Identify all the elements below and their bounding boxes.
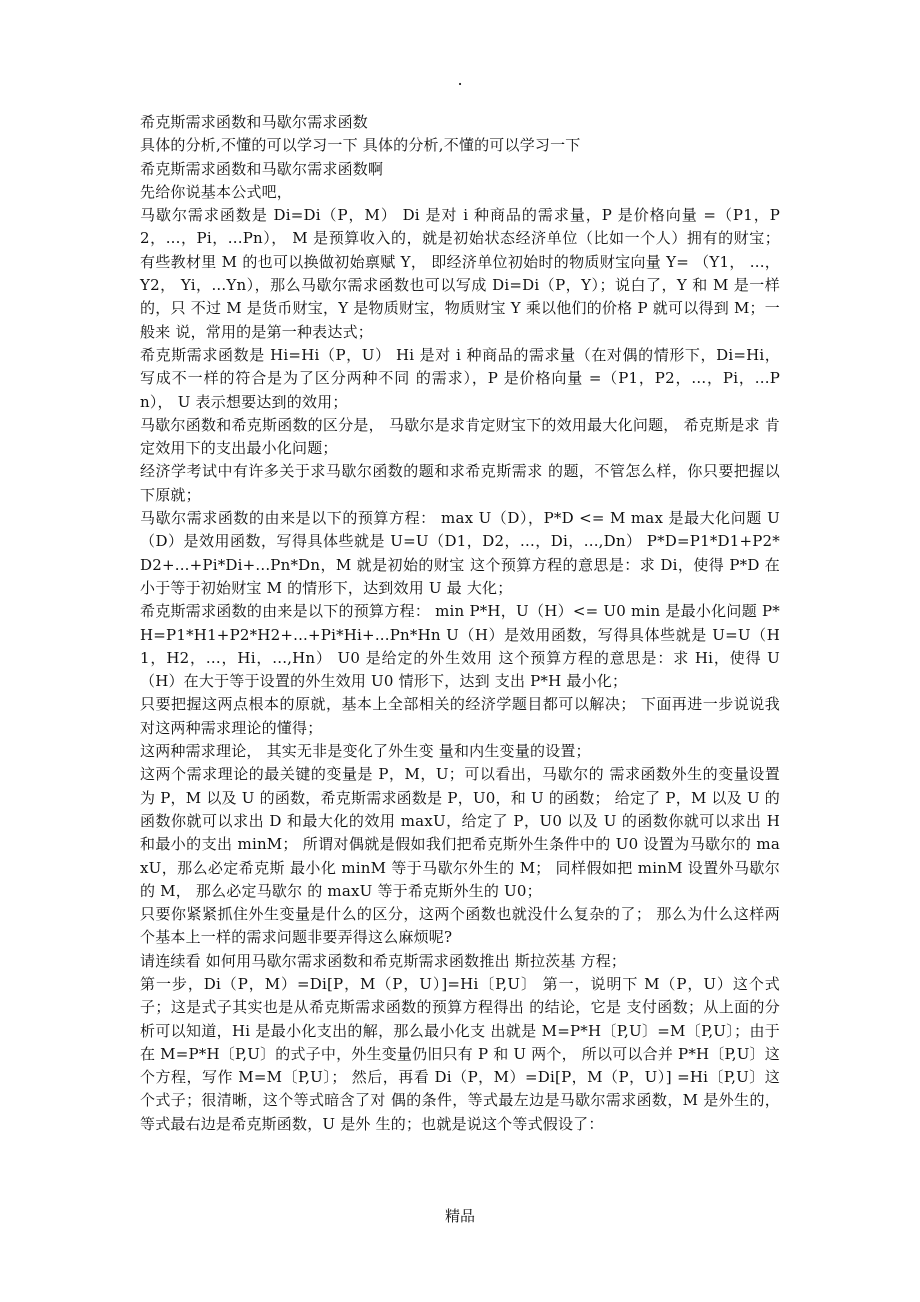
paragraph: 这两个需求理论的最关键的变量是 P，M，U；可以看出，马歇尔的 需求函数外生的变量设置为 P，M 以及 U 的函数，希克斯需求函数是 P，U0，和 U 的函数； 给定了 P，M 以及 U 的函数你就可以求出 D 和最大化的效用 maxU，给定了 P，U0 以及 U 的函数你就可以求出 H 和最小的支出 minM； 所谓对偶就是假如我们把希克斯外生条件中的 U0 设置为马歇尔的 maxU，那么必定希克斯 最小化 minM 等于马歇尔外生的 M； 同样假如把 minM 设置外马歇尔的 M， 那么必定马歇尔 的 maxU 等于希克斯外生的 U0； (140, 765, 780, 900)
paragraph: 希克斯需求函数和马歇尔需求函数啊 (140, 159, 384, 178)
paragraph: 马歇尔需求函数的由来是以下的预算方程： max U（D），P*D <= M max 是最大化问题 U（D）是效用函数，写得具体些就是 U=U（D1，D2，...，Di，...,Dn） P*D=P1*D1+P2*D2+...+Pi*Di+...Pn*Dn，M 就是初始的财宝 这个预算方程的意思是：求 Di，使得 P*D 在小于等于初始财宝 M 的情形下，达到效用 U 最 大化； (140, 509, 780, 597)
paragraph: 第一步，Di（P，M）=Di[P，M（P，U）]=Hi〔P,U〕 第一，说明下 M（P，U）这个式子；这是式子其实也是从希克斯需求函数的预算方程得出 的结论，它是 支付函数；从上面的分析可以知道，Hi 是最小化支出的解，那么最小化支 出就是 M=P*H〔P,U〕=M〔P,U〕；由于在 M=P*H〔P,U〕的式子中，外生变量仍旧只有 P 和 U 两个， 所以可以合并 P*H〔P,U〕这个方程，写作 M=M〔P,U〕； 然后，再看 Di（P，M）=Di[P，M（P，U）] =Hi〔P,U〕这个式子；很清晰，这个等式暗含了对 偶的条件，等式最左边是马歇尔需求函数，M 是外生的，等式最右边是希克斯函数，U 是外 生的；也就是说这个等式假设了： (140, 974, 780, 1133)
paragraph: 具体的分析,不懂的可以学习一下 具体的分析,不懂的可以学习一下 (140, 136, 581, 155)
page-header-mark: . (457, 70, 463, 89)
paragraph: 马歇尔函数和希克斯函数的区分是， 马歇尔是求肯定财宝下的效用最大化问题， 希克斯是求 肯定效用下的支出最小化问题； (140, 415, 780, 458)
paragraph: 经济学考试中有许多关于求马歇尔函数的题和求希克斯需求 的题，不管怎么样，你只要把握以下原就； (140, 462, 780, 504)
paragraph: 这两种需求理论， 其实无非是变化了外生变 量和内生变量的设置； (140, 742, 591, 761)
paragraph: 希克斯需求函数是 Hi=Hi（P，U） Hi 是对 i 种商品的需求量（在对偶的情形下，Di=Hi，写成不一样的符合是为了区分两种不同 的需求），P 是价格向量 =（P1，P2，...，Pi，...Pn）， U 表示想要达到的效用； (140, 345, 780, 411)
paragraph: 请连续看 如何用马歇尔需求函数和希克斯需求函数推出 斯拉茨基 方程； (140, 951, 627, 970)
paragraph: 先给你说基本公式吧， (140, 182, 293, 201)
paragraph: 只要你紧紧抓住外生变量是什么的区分，这两个函数也就没什么复杂的了； 那么为什么这样两个基本上一样的需求问题非要弄得这么麻烦呢? (140, 905, 780, 947)
document-body (140, 111, 780, 1136)
page-footer-label: 精品 (444, 1207, 475, 1225)
paragraph: 希克斯需求函数的由来是以下的预算方程： min P*H，U（H）<= U0 min 是最小化问题 P*H=P1*H1+P2*H2+...+Pi*Hi+...Pn*Hn U（H）是效用函数，写得具体些就是 U=U（H1，H2，...，Hi，...,Hn） U0 是给定的外生效用 这个预算方程的意思是：求 Hi，使得 U（H）在大于等于设置的外生效用 U0 情形下，达到 支出 P*H 最小化； (140, 602, 780, 691)
document-title: 希克斯需求函数和马歇尔需求函数 (140, 113, 369, 131)
paragraph: 马歇尔需求函数是 Di=Di（P，M） Di 是对 i 种商品的需求量，P 是价格向量 =（P1，P2，...，Pi，...Pn）， M 是预算收入的，就是初始状态经济单位（比如一个人）拥有的财宝； 有些教材里 M 的也可以换做初始禀赋 Y， 即经济单位初始时的物质财宝向量 Y= （Y1， ...， Y2， Yi，...Yn），那么马歇尔需求函数也可以写成 Di=Di（P，Y）；说白了，Y 和 M 是一样的，只 不过 M 是货币财宝，Y 是物质财宝，物质财宝 Y 乘以他们的价格 P 就可以得到 M；一般来 说，常用的是第一种表达式； (140, 206, 780, 341)
paragraph: 只要把握这两点根本的原就，基本上全部相关的经济学题目都可以解决； 下面再进一步说说我对这两种需求理论的懂得； (140, 695, 780, 737)
